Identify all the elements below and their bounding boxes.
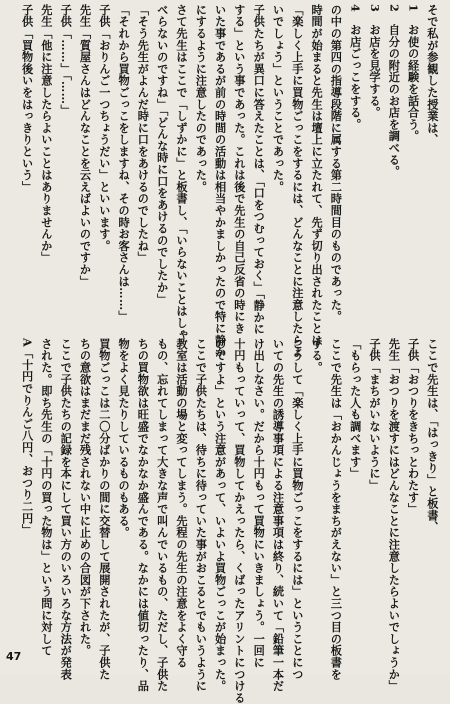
upper-column-line: 4 お店ごっこをする。 [348,4,363,131]
lower-column-line: 先生「おつりを渡すにはどんなことに注意したらよいでしょうか」 [387,338,402,692]
lower-column-line: する。 [310,338,325,374]
upper-column-line: 「それから買物ごっこをしますね、その時お客さんは……」 [117,4,132,323]
lower-column-line: ちの買物欲は旺盛でなかなか盛んである。なかには値切ったり、品 [136,338,151,692]
upper-column-line: さて先生はここで「しずかに」と板書し、「いらないことはしゃ [175,4,189,341]
lower-column-line: A「十円でりんご八円、おつり二円」 [20,338,35,537]
upper-column-line: いでしょう」ということであった。 [271,4,286,193]
lower-column-line: ちの意欲はまだまだ残されない中に止めの合図が下された。 [78,338,93,657]
upper-column-line: の中の第四の指導段階に属する第二時間目のものであった。 [329,4,344,323]
upper-column-line: 2 自分の附近のお店を調べる。 [387,4,402,178]
lower-column-line: 十円もっていって、買物してかえったら、くばったアリントにつける [232,338,247,704]
lower-column-line: のですよ」という注意があって、いよいよ買物ごっこが始まった。 [213,338,228,692]
page-number: 47 [6,650,22,663]
lower-column-line: 教室は活動の場と変ってしまう。先程の先生の注意をよく守る [175,338,189,669]
upper-column-line: 3 お店を見学する。 [368,4,382,119]
upper-column-line: 「そう先生がよんだ時に口をあけるのでしたね」 [136,4,151,264]
lower-column-line: 子供「まちがいないように」 [368,338,382,492]
lower-column-line: 買物ごっこは二〇分ばかりの間に交替して展開されたが、子供た [97,338,112,681]
lower-column-line: 物をよく見たりしているものもある。 [117,338,132,539]
upper-column-line: 1 お使の経験を話合う。 [406,4,421,143]
lower-column-line: もの、忘れてしまって大きな声で叫んでいるもの、ただし、子供た [155,338,170,692]
lower-column-line: いての先生の誘導事項による注意事項は終り、続いて「鉛筆一本だ [271,338,286,692]
block-divider [8,335,442,336]
upper-column-line: そで私が参観した授業は、 [425,4,440,146]
lower-column-line: された。即ち先生の「十円の買った物は」という問に対して [39,338,54,657]
upper-column-line: べらないのですね」「どんな時に口をあけるのでしたか」 [155,4,170,306]
upper-column-line: 時間が始まると先生は壇上に立たれて、先ず切り出されたことは [310,4,325,347]
lower-column-line: ここで先生は、「はっきり」と板書、 [425,338,440,533]
upper-column-line: する」という事であった。これは後で先生の自己反省の時にき [232,4,247,335]
lower-column-line: 「もらった人も調べます」 [348,338,363,480]
upper-column-line: にするように注意したのであった。 [194,4,209,193]
lower-column-line: ここで子供たちの記録を本にして買い方のいろいろな方法が発表 [59,338,74,681]
upper-column-line: 子供たちが異口に答えたことは、「口をつむっておく」「静かに [252,4,267,335]
upper-column-line: 先生「質屋さんはどんなことを云えばよいのですか」 [78,4,93,288]
upper-column-line: 子供「……」「……」 [59,4,74,117]
lower-column-line: ここで子供たちは、待ちに待っていた事がおこるとでもいうように [194,338,209,692]
upper-column-line: 子供「買物後いをはっきりという」 [20,4,35,193]
upper-column-line: 子供「おりんご一つちょうだい」といいます。 [97,4,112,252]
lower-column-line: こうして「楽しく上手に買物ごっこをするには」ということにつ [290,338,305,681]
lower-column-line: け出しなさい。だから十円もって買物にいきましょう。一回に [252,338,267,669]
upper-column-line: 先生「他に注意したらよいことはありませんか」 [39,4,54,264]
lower-column-line: 子供「おつりをきちっとわたす」 [406,338,421,515]
lower-column-line: ここで先生は「おかんじょうをまちがえない」と三つ目の板書を [329,338,344,681]
upper-column-line: 「楽しく上手に買物ごっこをするには、どんなことに注意したらよ [290,4,305,358]
upper-column-line: いた事であるが前の時間の活動は相当やかましかったので特に静か [213,4,228,358]
